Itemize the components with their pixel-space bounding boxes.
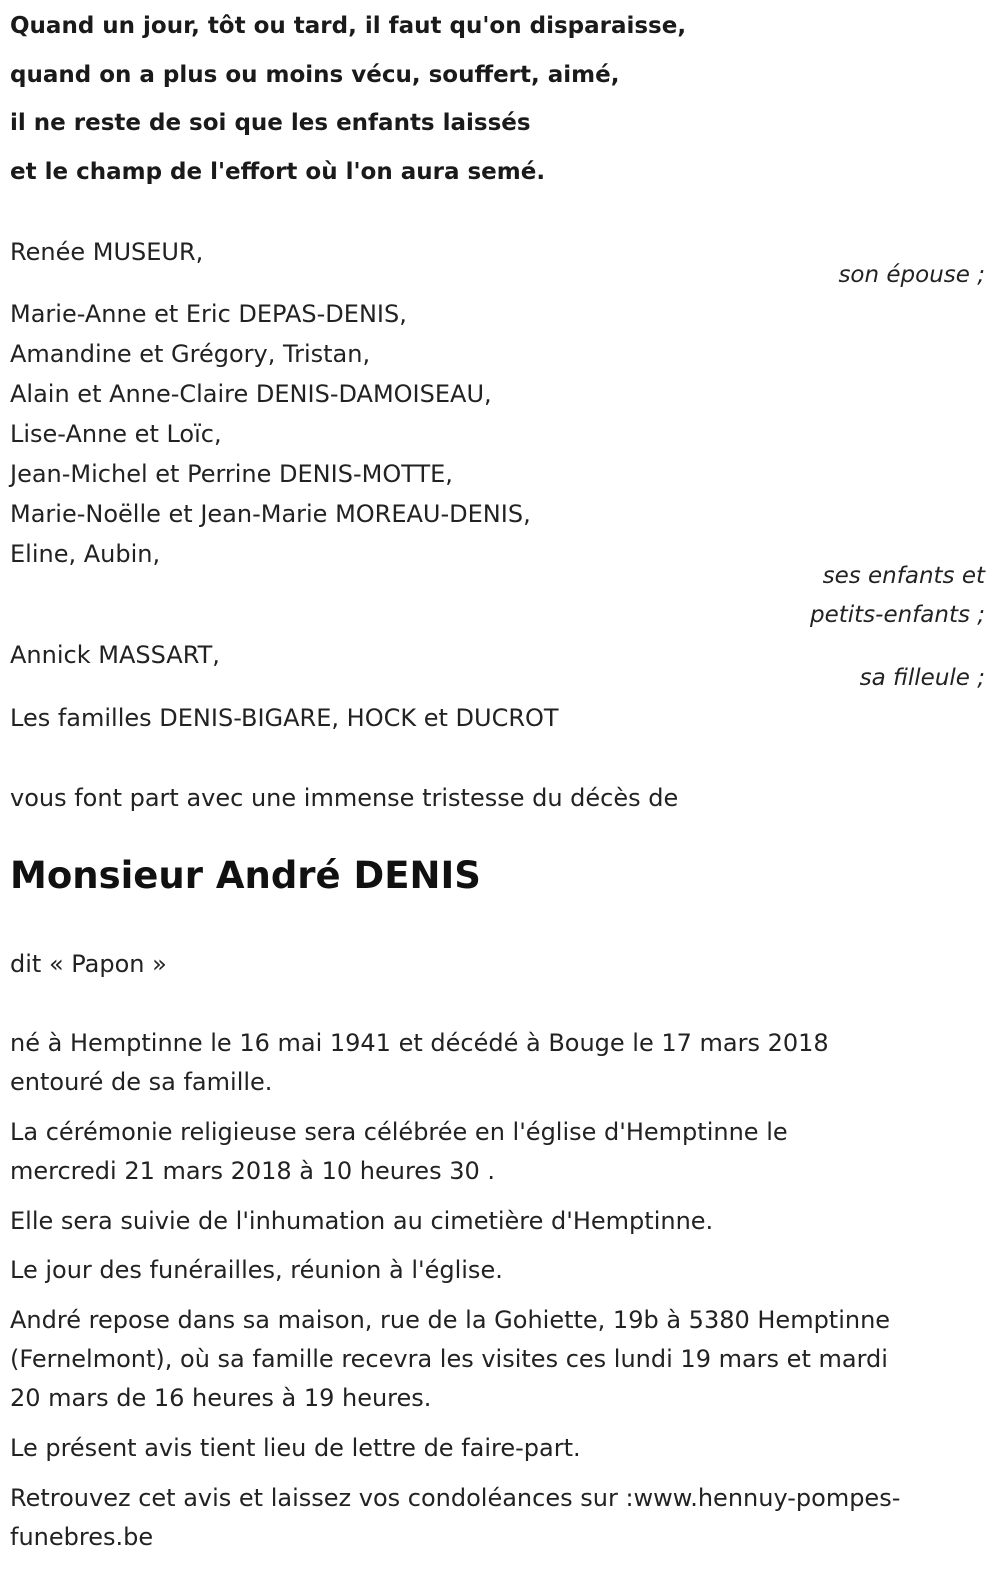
detail-line-5: Elle sera suivie de l'inhumation au cimetière d'Hemptinne.: [10, 1207, 714, 1235]
condolences-line-1: Retrouvez cet avis et laissez vos condoléances sur :www.hennuy-pompes-: [10, 1484, 901, 1512]
children-relation-2: petits-enfants ;: [809, 602, 985, 628]
detail-line-2: entouré de sa famille.: [10, 1068, 273, 1096]
child-line-3: Alain et Anne-Claire DENIS-DAMOISEAU,: [10, 380, 492, 408]
detail-line-10: Le présent avis tient lieu de lettre de faire-part.: [10, 1434, 581, 1462]
detail-line-9: 20 mars de 16 heures à 19 heures.: [10, 1384, 432, 1412]
child-line-7: Eline, Aubin,: [10, 540, 161, 568]
detail-line-6: Le jour des funérailles, réunion à l'église.: [10, 1256, 503, 1284]
child-line-6: Marie-Noëlle et Jean-Marie MOREAU-DENIS,: [10, 500, 531, 528]
child-line-5: Jean-Michel et Perrine DENIS-MOTTE,: [10, 460, 453, 488]
spouse-relation: son épouse ;: [838, 262, 985, 288]
detail-line-8: (Fernelmont), où sa famille recevra les visites ces lundi 19 mars et mardi: [10, 1345, 888, 1373]
detail-line-3: La cérémonie religieuse sera célébrée en l'église d'Hemptinne le: [10, 1118, 788, 1146]
detail-line-4: mercredi 21 mars 2018 à 10 heures 30 .: [10, 1157, 496, 1185]
child-line-2: Amandine et Grégory, Tristan,: [10, 340, 371, 368]
poem-line-1: Quand un jour, tôt ou tard, il faut qu'on disparaisse,: [10, 13, 687, 39]
deceased-name: Monsieur André DENIS: [10, 854, 481, 897]
families-line: Les familles DENIS-BIGARE, HOCK et DUCROT: [10, 704, 559, 732]
deceased-nickname: dit « Papon »: [10, 950, 167, 978]
detail-line-7: André repose dans sa maison, rue de la Gohiette, 19b à 5380 Hemptinne: [10, 1306, 891, 1334]
children-relation-1: ses enfants et: [822, 563, 985, 589]
child-line-4: Lise-Anne et Loïc,: [10, 420, 222, 448]
condolences-line-2: funebres.be: [10, 1523, 154, 1551]
announcement: vous font part avec une immense tristesse du décès de: [10, 784, 679, 812]
poem-line-4: et le champ de l'effort où l'on aura semé.: [10, 159, 546, 185]
spouse-name: Renée MUSEUR,: [10, 238, 204, 266]
goddaughter-relation: sa filleule ;: [859, 665, 985, 691]
poem-line-2: quand on a plus ou moins vécu, souffert, aimé,: [10, 62, 620, 88]
detail-line-1: né à Hemptinne le 16 mai 1941 et décédé à Bouge le 17 mars 2018: [10, 1029, 829, 1057]
goddaughter-name: Annick MASSART,: [10, 641, 220, 669]
child-line-1: Marie-Anne et Eric DEPAS-DENIS,: [10, 300, 407, 328]
poem-line-3: il ne reste de soi que les enfants laissés: [10, 110, 531, 136]
